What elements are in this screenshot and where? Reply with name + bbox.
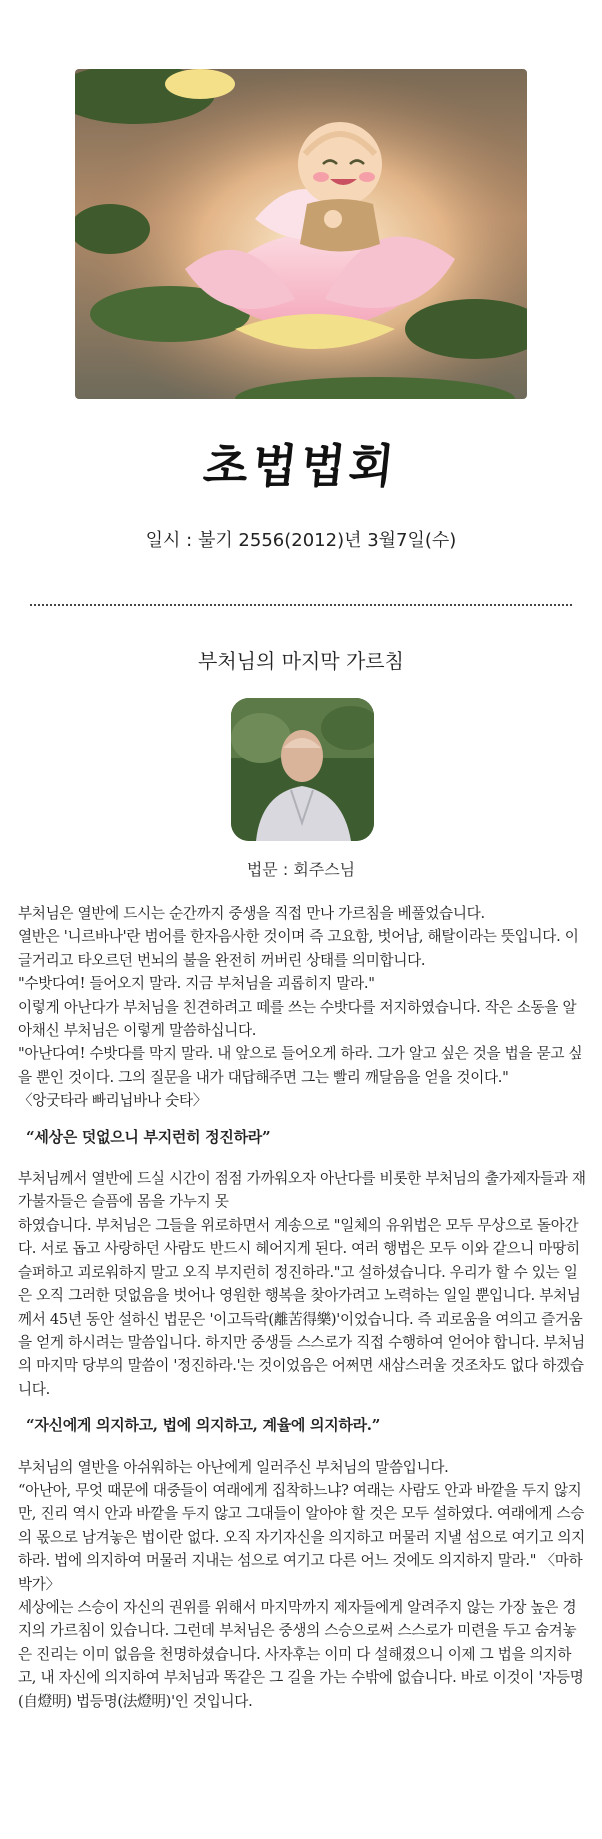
sermon-body xyxy=(18,902,588,1713)
monk-portrait-icon xyxy=(231,698,374,841)
paragraph: 하였습니다. 부처님은 그들을 위로하면서 계송으로 "일체의 유위법은 모두 무상으로 돌아간다. 서로 돕고 사랑하던 사람도 반드시 헤어지게 된다. 여러 행법은 모두 이와 같으니 마땅히 슬퍼하고 괴로워하지 말고 오직 부지런히 정진하라."고 설하셨습니다. 우리가 할 수 있는 일은 오직 그러한 덧없음을 벗어나 영원한 행복을 찾아가려고 노력하는 일일 뿐입니다. 부처님께서 45년 동안 설하신 법문은 '이고득락(離苦得樂)'이었습니다. 즉 괴로움을 여의고 즐거움을 얻게 하시려는 말씀입니다. 하지만 중생들 스스로가 직접 수행하여 얻어야 합니다. 부처님의 마지막 당부의 말씀이 '정진하라.'는 것이었음은 어쩌면 새삼스러울 것조차도 없다 하겠습니다. xyxy=(18,1216,585,1398)
paragraph: 부처님의 열반을 아쉬워하는 아난에게 일러주신 부처님의 말씀입니다. xyxy=(18,1458,449,1476)
baby-monk-on-lotus-icon xyxy=(75,69,527,399)
dotted-divider xyxy=(30,604,572,606)
paragraph: “아난아, 무엇 때문에 대중들이 여래에게 집착하느냐? 여래는 사람도 안과 바깥을 두지 않지만, 진리 역시 안과 바깥을 두지 않고 그대들이 알아야 할 것은 모두 설하였다. 여래에게 스승의 몫으로 남겨놓은 법이란 없다. 오직 자기자신을 의지하고 머물러 지낼 섬으로 여기고 의지하라. 법에 의지하여 머물러 지내는 섬으로 여기고 다른 어느 것에도 의지하지 말라." 〈마하박가〉 xyxy=(18,1481,585,1593)
sutra-citation: 〈앙굿타라 빠리닙바나 숫타〉 xyxy=(18,1092,208,1110)
event-date: 일시 : 불기 2556(2012)년 3월7일(수) xyxy=(145,530,457,551)
paragraph: "아난다여! 수밧다를 막지 말라. 내 앞으로 들어오게 하라. 그가 알고 싶은 것을 법을 묻고 싶을 뿐인 것이다. 그의 질문을 내가 대답해주면 그는 빨리 깨달음을 얻을 것이다." xyxy=(18,1045,583,1086)
speaker-label: 법문 : 회주스님 xyxy=(246,860,356,879)
page-title: 초법법회 xyxy=(200,439,401,493)
paragraph: 열반은 '니르바나'란 범어를 한자음사한 것이며 즉 고요함, 벗어남, 해탈이라는 뜻입니다. 이글거리고 타오르던 번뇌의 불을 완전히 꺼버린 상태를 의미합니다. xyxy=(18,928,579,969)
paragraph: 부처님은 열반에 드시는 순간까지 중생을 직접 만나 가르침을 베풀었습니다. xyxy=(18,905,485,922)
paragraph: 이렇게 아난다가 부처님을 친견하려고 떼를 쓰는 수밧다를 저지하였습니다. 작은 소동을 알아채신 부처님은 이렇게 말씀하십니다. xyxy=(18,998,577,1040)
speaker-portrait xyxy=(231,698,374,841)
hero-illustration xyxy=(75,69,527,399)
paragraph: 부처님께서 열반에 드실 시간이 점점 가까워오자 아난다를 비롯한 부처님의 출가제자들과 재가불자들은 슬픔에 몸을 가누지 못 xyxy=(18,1170,586,1211)
quote-heading: “세상은 덧없으니 부지런히 정진하라” xyxy=(26,1127,271,1146)
paragraph: "수밧다여! 들어오지 말라. 지금 부처님을 괴롭히지 말라." xyxy=(18,975,375,993)
quote-heading: “자신에게 의지하고, 법에 의지하고, 계율에 의지하라.” xyxy=(26,1416,381,1435)
section-title: 부처님의 마지막 가르침 xyxy=(198,649,404,673)
paragraph: 세상에는 스승이 자신의 권위를 위해서 마지막까지 제자들에게 알려주지 않는 가장 높은 경지의 가르침이 있습니다. 그런데 부처님은 중생의 스승으로써 스스로가 미련을 두고 숨겨놓은 진리는 이미 없음을 천명하셨습니다. 사자후는 이미 다 설해졌으니 이제 그 법을 의지하고, 내 자신에 의지하여 부처님과 똑같은 그 길을 가는 수밖에 없습니다. 바로 이것이 '자등명(自燈明) 법등명(法燈明)'인 것입니다. xyxy=(18,1598,584,1710)
